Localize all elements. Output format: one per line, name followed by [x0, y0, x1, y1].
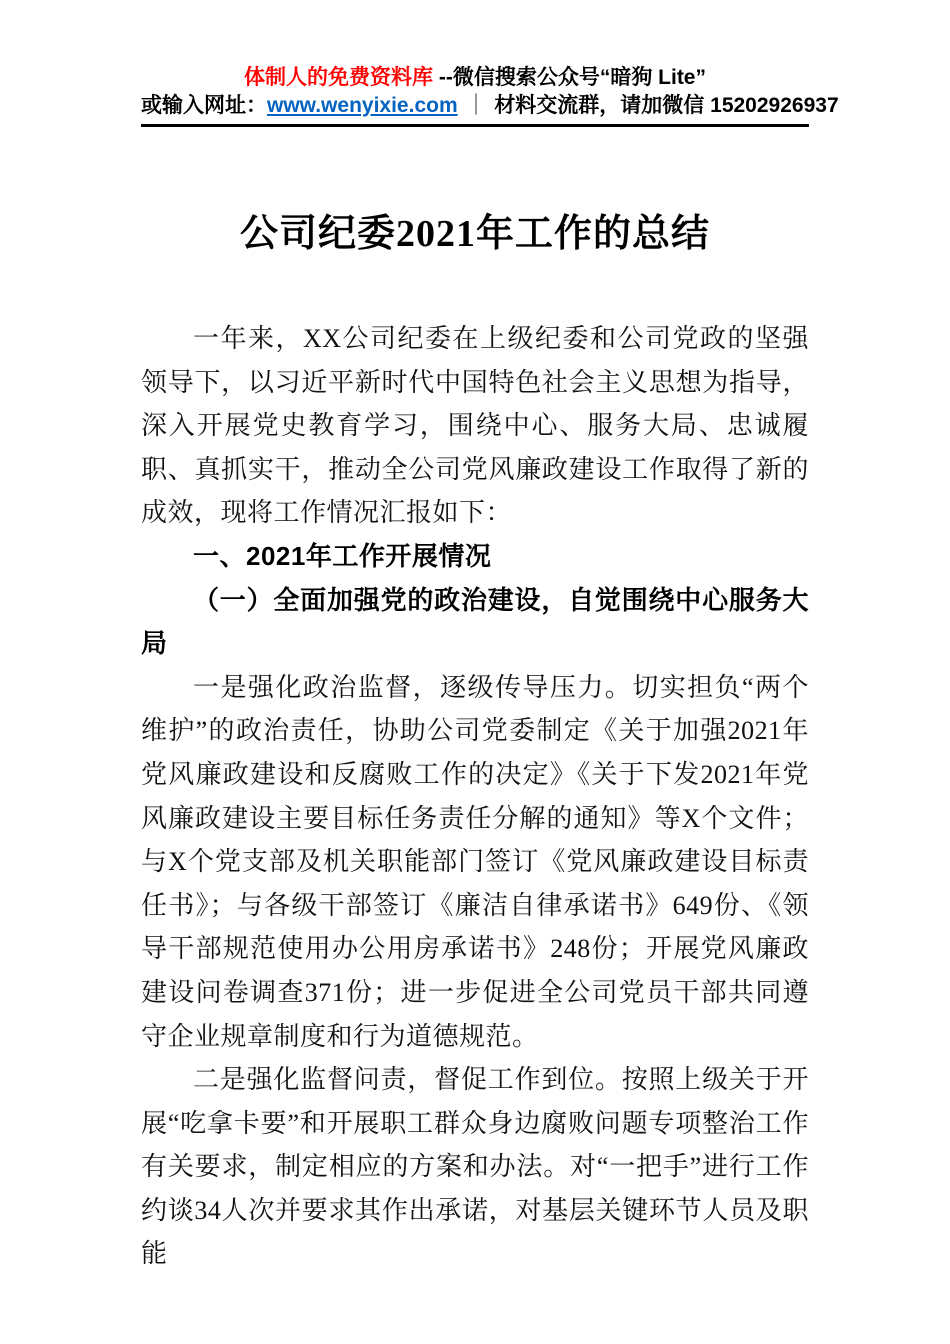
page-container [141, 0, 839, 1276]
promo-header-line1 [141, 64, 809, 92]
paragraph: 一年来，XX公司纪委在上级纪委和公司党政的坚强领导下，以习近平新时代中国特色社会主义思想为指导，深入开展党史教育学习，围绕中心、服务大局、忠诚履职、真抓实干，推动全公司党风廉政建设工作取得了新的成效，现将工作情况汇报如下： [141, 324, 809, 528]
paragraph: 一是强化政治监督，逐级传导压力。切实担负“两个维护”的政治责任，协助公司党委制定《关于加强2021年党风廉政建设和反腐败工作的决定》《关于下发2021年党风廉政建设主要目标任务责任分解的通知》等X个文件；与X个党支部及机关职能部门签订《党风廉政建设目标责任书》；与各级干部签订《廉洁自律承诺书》649份、《领导干部规范使用办公用房承诺书》248份；开展党风廉政建设问卷调查371份；进一步促进全公司党员干部共同遵守企业规章制度和行为道德规范。 [141, 672, 809, 1051]
brand-text: 体制人的免费资料库 [244, 66, 433, 89]
promo-header-line2 [141, 92, 839, 120]
section-heading: （一）全面加强党的政治建设，自觉围绕中心服务大局 [141, 585, 809, 659]
promo-header [141, 64, 839, 127]
paragraph: 二是强化监督问责，督促工作到位。按照上级关于开展“吃拿卡要”和开展职工群众身边腐败问题专项整治工作有关要求，制定相应的方案和办法。对“一把手”进行工作约谈34人次并要求其作出承诺，对基层关键环节人员及职能 [141, 1065, 809, 1269]
website-link[interactable]: www.wenyixie.com [267, 94, 458, 117]
contact-text: 材料交流群，请加微信 15202926937 [494, 94, 839, 117]
document-title: 公司纪委2021年工作的总结 [239, 213, 710, 255]
brand-suffix-text: --微信搜索公众号“暗狗 Lite” [433, 66, 706, 89]
divider-bar: ｜ [465, 94, 487, 117]
url-label: 或输入网址： [141, 94, 267, 117]
section-heading: 一、2021年工作开展情况 [193, 540, 492, 571]
document-body [141, 317, 809, 1276]
